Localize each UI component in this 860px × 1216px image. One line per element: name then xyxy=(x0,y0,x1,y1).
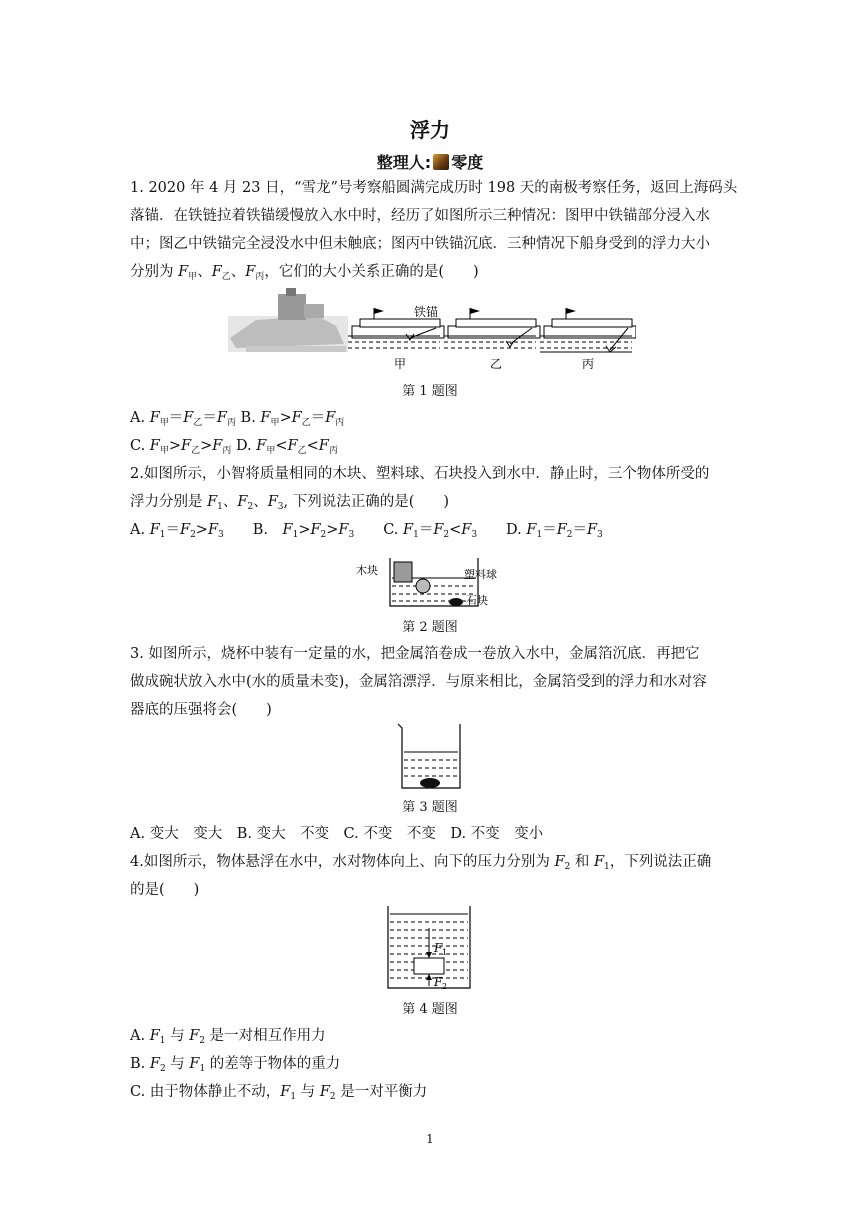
q1-line-1: 1. 2020 年 4 月 23 日，“雪龙”号考察船圆满完成历时 198 天的南极考察任务，返回上海码头 xyxy=(130,180,738,196)
q3-line-2: 做成碗状放入水中(水的质量未变)，金属箔漂浮．与原来相比，金属箔受到的浮力和水对容 xyxy=(130,674,707,690)
q4-option-b: B. $F_2$ 与 $F_1$ 的差等于物体的重力 xyxy=(130,1056,341,1074)
ship-diagram-c xyxy=(540,308,636,352)
fig-label-c: 丙 xyxy=(582,357,595,371)
q2-line-2: 浮力分别是 $F_1$、$F_2$、$F_3$, 下列说法正确的是( ) xyxy=(130,494,450,512)
q2-line-1: 2.如图所示，小智将质量相同的木块、塑料球、石块投入到水中．静止时，三个物体所受的 xyxy=(130,466,710,482)
q1-line-2: 落锚．在铁链拉着铁锚缓慢放入水中时，经历了如图所示三种情况：图甲中铁锚部分浸入水 xyxy=(130,208,710,224)
page-title: 浮力 xyxy=(410,118,450,142)
q1-line-3: 中；图乙中铁锚完全浸没水中但未触底；图丙中铁锚沉底．三种情况下船身受到的浮力大小 xyxy=(130,236,710,252)
page-number: 1 xyxy=(426,1132,434,1146)
label-f2: F xyxy=(434,975,443,989)
compiler-line xyxy=(0,150,860,173)
compiler-name: 零度 xyxy=(451,153,484,172)
q3-options: A. 变大 变大 B. 变大 不变 C. 不变 不变 D. 不变 变小 xyxy=(130,826,544,842)
label-ball: 塑料球 xyxy=(464,568,497,581)
q4-option-a: A. $F_1$ 与 $F_2$ 是一对相互作用力 xyxy=(130,1028,326,1046)
q4-option-c: C. 由于物体静止不动，$F_1$ 与 $F_2$ 是一对平衡力 xyxy=(130,1084,428,1102)
q3-line-1: 3. 如图所示，烧杯中装有一定量的水，把金属箔卷成一卷放入水中，金属箔沉底．再把它 xyxy=(130,646,700,662)
ship-diagram-b xyxy=(444,308,540,348)
wood-block xyxy=(394,562,412,582)
q2-options: A. $F_1=F_2>F_3$ B. $F_1>F_2>F_3$ C. $F_1=F_2<F_3$ D. $F_1=F_2=F_3$ xyxy=(130,522,603,540)
suspended-object xyxy=(414,958,444,974)
compiler-prefix: 整理人: xyxy=(376,153,432,172)
q3-figure xyxy=(396,722,466,792)
q3-caption: 第 3 题图 xyxy=(402,800,458,815)
label-f1: F xyxy=(434,941,443,955)
svg-text:1: 1 xyxy=(442,948,448,957)
label-stone: 石块 xyxy=(466,594,488,607)
q1-line-4: 分别为 $F_甲$、$F_乙$、$F_丙$，它们的大小关系正确的是( ) xyxy=(130,264,479,282)
anchor-label: 铁锚 xyxy=(414,305,439,319)
svg-text:2: 2 xyxy=(442,982,448,991)
label-wood: 木块 xyxy=(356,564,378,577)
q1-caption: 第 1 题图 xyxy=(402,384,458,399)
fig-label-a: 甲 xyxy=(394,357,407,371)
q2-figure xyxy=(352,556,512,612)
q4-line-1: 4.如图所示，物体悬浮在水中，水对物体向上、向下的压力分别为 $F_2$ 和 $F_1$，下列说法正确 xyxy=(130,854,712,872)
metal-foil xyxy=(420,778,440,788)
q1-options-cd: C. $F_甲>F_乙>F_丙$ D. $F_甲<F_乙<F_丙$ xyxy=(130,438,338,456)
q4-line-2: 的是( ) xyxy=(130,882,200,898)
q3-line-3: 器底的压强将会( ) xyxy=(130,702,272,718)
stone xyxy=(449,598,463,606)
icebreaker-photo xyxy=(228,288,348,352)
fig-label-b: 乙 xyxy=(490,357,503,371)
q1-figure xyxy=(226,286,636,372)
q2-caption: 第 2 题图 xyxy=(402,620,458,635)
compiler-logo-icon xyxy=(433,154,449,170)
q4-caption: 第 4 题图 xyxy=(402,1002,458,1017)
q1-options-ab: A. $F_甲=F_乙=F_丙$ B. $F_甲>F_乙=F_丙$ xyxy=(130,410,345,428)
q4-figure xyxy=(386,904,474,992)
plastic-ball xyxy=(416,579,430,593)
